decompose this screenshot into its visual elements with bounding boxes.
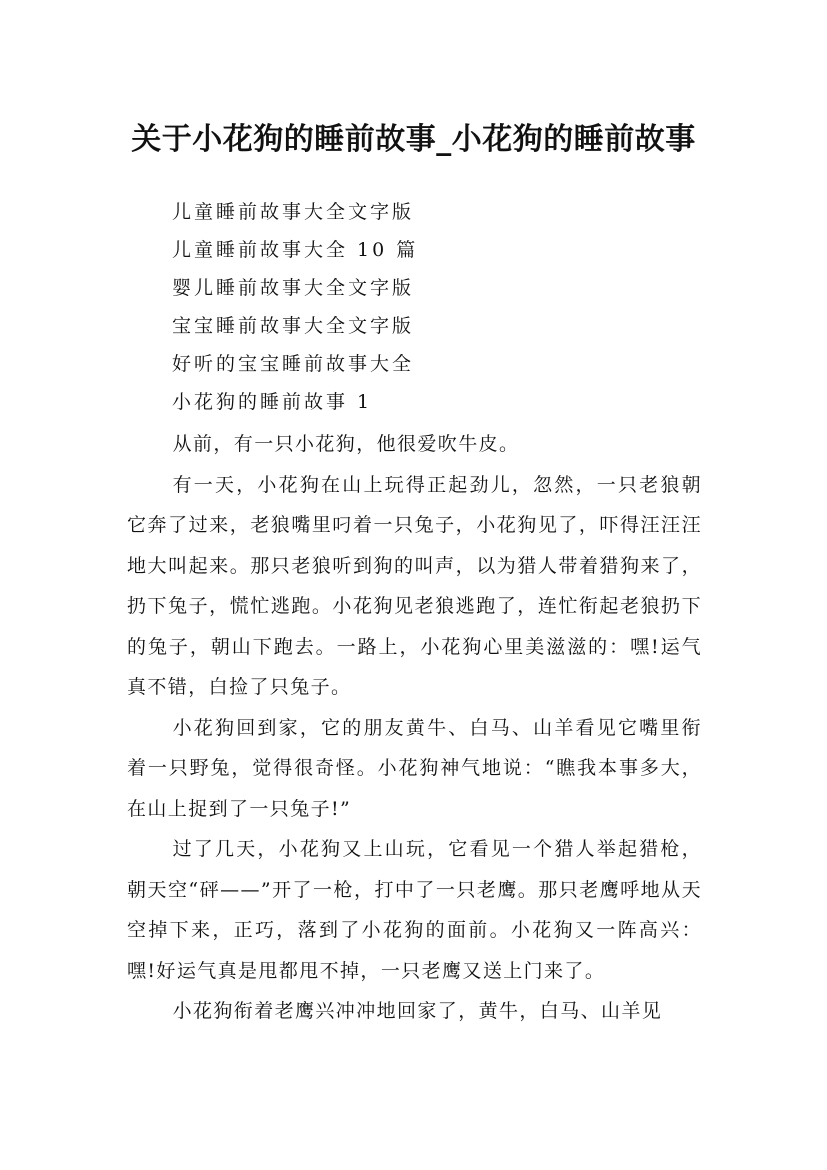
story-body	[127, 424, 702, 1032]
related-link-item[interactable]: 好听的宝宝睡前故事大全	[172, 353, 415, 375]
story-paragraph: 从前，有一只小花狗，他很爱吹牛皮。	[172, 433, 520, 455]
related-link-item[interactable]: 儿童睡前故事大全 10 篇	[172, 239, 419, 261]
related-link-item[interactable]: 儿童睡前故事大全文字版	[172, 201, 415, 223]
story-paragraph: 小花狗回到家，它的朋友黄牛、白马、山羊看见它嘴里衔着一只野兔，觉得很奇怪。小花狗神气地说：“瞧我本事多大，在山上捉到了一只兔子!”	[127, 716, 702, 820]
document-title: 关于小花狗的睡前故事_小花狗的睡前故事	[131, 122, 696, 158]
story-paragraph: 小花狗衔着老鹰兴冲冲地回家了，黄牛，白马、山羊见	[172, 1000, 663, 1022]
story-paragraph: 过了几天，小花狗又上山玩，它看见一个猎人举起猎枪，朝天空“砰——”开了一枪，打中了一只老鹰。那只老鹰呼地从天空掉下来，正巧，落到了小花狗的面前。小花狗又一阵高兴：嘿!好运气真是甩都甩不掉，一只老鹰又送上门来了。	[127, 838, 702, 982]
related-links-list	[172, 193, 418, 421]
related-link-item[interactable]: 婴儿睡前故事大全文字版	[172, 277, 415, 299]
section-heading: 小花狗的睡前故事 1	[172, 391, 373, 413]
story-paragraph: 有一天，小花狗在山上玩得正起劲儿，忽然，一只老狼朝它奔了过来，老狼嘴里叼着一只兔子，小花狗见了，吓得汪汪汪地大叫起来。那只老狼听到狗的叫声，以为猎人带着猎狗来了，扔下兔子，慌忙逃跑。小花狗见老狼逃跑了，连忙衔起老狼扔下的兔子，朝山下跑去。一路上，小花狗心里美滋滋的：嘿!运气真不错，白捡了只兔子。	[127, 473, 702, 698]
related-link-item[interactable]: 宝宝睡前故事大全文字版	[172, 315, 415, 337]
